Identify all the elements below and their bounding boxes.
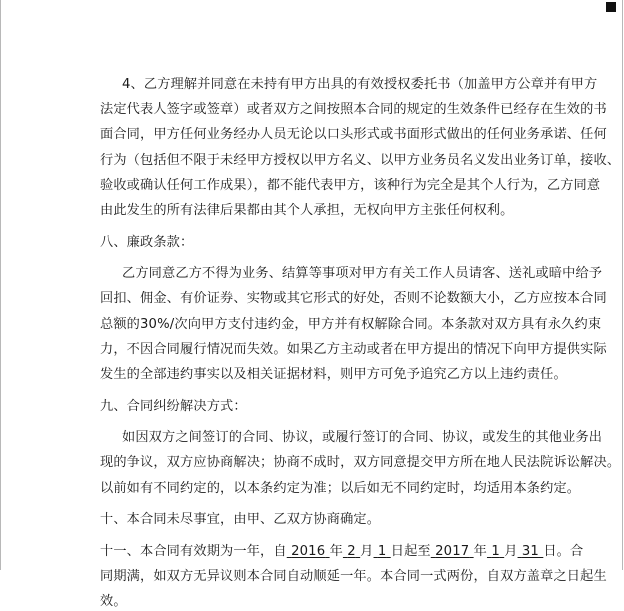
clause4-l2-text: 法定代表人签字或签章）或者双方之间按照本合同的规定的生效条件已经存在生效的书 bbox=[100, 102, 607, 118]
section9-l3-text: 以前如有不同约定的，以本条约定为准；以后如无不同约定时，均适用本条约定。 bbox=[100, 480, 581, 496]
clause4-l1-text: 4、乙方理解并同意在未持有甲方出具的有效授权委托书（加盖甲方公章并有甲方 bbox=[122, 77, 598, 92]
start-month: 2 bbox=[347, 543, 356, 559]
section-11-line-1: 十一、本合同有效期为一年，自 2016 年 2 月 1 日起至 2017 年 1 月 31 日。合 bbox=[100, 543, 584, 559]
end-month: 1 bbox=[491, 543, 500, 559]
section11-l3-text: 效。 bbox=[100, 594, 127, 610]
section9-heading-text: 九、合同纠纷解决方式： bbox=[100, 398, 247, 414]
section8-l5-text: 发生的全部违约事实以及相关证据材料，则甲方可免予追究乙方以上违约责任。 bbox=[100, 367, 567, 382]
section8-l4-text: 力，不因合同履行情况而失效。如果乙方主动或者在甲方提出的情况下向甲方提供实际 bbox=[100, 341, 607, 357]
section8-l3-text: 总额的30%/次向甲方支付违约金，甲方并有权解除合同。本条款对双方具有永久约束 bbox=[100, 316, 602, 332]
section9-l2-text: 现的争议，双方应协商解决；协商不成时，双方同意提交甲方所在地人民法院诉讼解决。 bbox=[100, 455, 621, 471]
clause4-l3-text: 面合同，甲方任何业务经办人员无论以口头形式或书面形式做出的任何业务承诺、任何 bbox=[100, 127, 607, 143]
section8-heading-text: 八、廉政条款： bbox=[100, 234, 194, 250]
section8-l1-text: 乙方同意乙方不得为业务、结算等事项对甲方有关工作人员请客、送礼或暗中给予 bbox=[122, 266, 603, 282]
section8-l2-text: 回扣、佣金、有价证券、实物或其它形式的好处，否则不论数额大小，乙方应按本合同 bbox=[100, 291, 607, 307]
start-day: 1 bbox=[377, 543, 387, 559]
clause4-l4-text: 行为（包括但不限于未经甲方授权以甲方名义、以甲方业务员名义发出业务订单，接收、 bbox=[100, 152, 621, 168]
section-11-prefix: 十一、本合同有效期为一年，自 bbox=[100, 543, 287, 559]
corner-mark bbox=[606, 2, 616, 12]
clause4-l5-text: 验收或确认任何工作成果），都不能代表甲方，该种行为完全是其个人行为，乙方同意 bbox=[100, 177, 601, 193]
clause4-l6-text: 由此发生的所有法律后果都由其个人承担，无权向甲方主张任何权利。 bbox=[100, 203, 514, 218]
end-day: 31 bbox=[521, 543, 539, 559]
section9-l1-text: 如因双方之间签订的合同、协议，或履行签订的合同、协议，或发生的其他业务出 bbox=[122, 430, 603, 446]
section10-text-text: 十、本合同未尽事宜，由甲、乙双方协商确定。 bbox=[100, 512, 381, 528]
section11-l2-text: 同期满，如双方无异议则本合同自动顺延一年。本合同一式两份，自双方盖章之日起生 bbox=[100, 569, 607, 584]
end-year: 2017 bbox=[435, 543, 470, 559]
start-year: 2016 bbox=[291, 543, 326, 559]
